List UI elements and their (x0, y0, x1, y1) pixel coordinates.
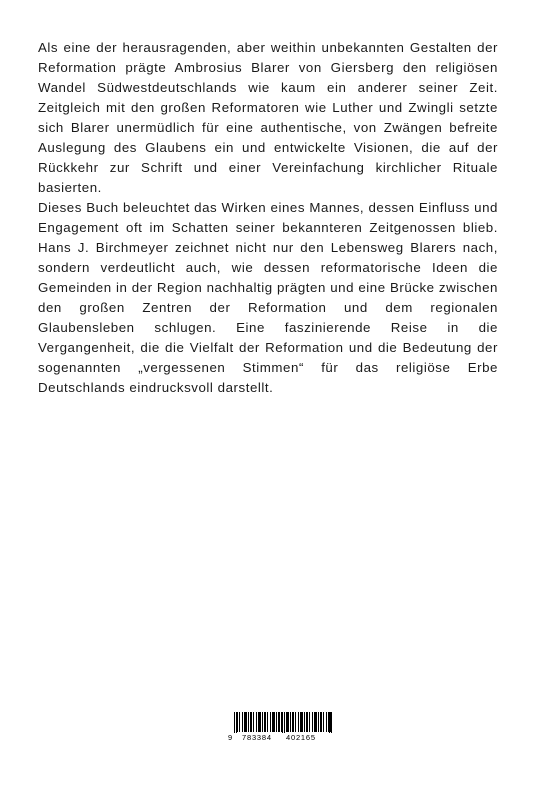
barcode-digits-left: 783384 (242, 733, 272, 742)
blurb-paragraph-2: Dieses Buch beleuchtet das Wirken eines Mannes, dessen Einfluss und Engagement oft im Schatten seiner bekannteren Zeitgenossen blieb. Hans J. Birchmeyer zeichnet nicht nur den Lebensweg Blarers nach, sondern verdeutlicht auch, wie dessen reformatorische Ideen die Gemeinden in der Region nachhaltig prägten und eine Brücke zwischen den großen Zentren der Reformation und dem regionalen Glaubensleben schlugen. Eine faszinierende Reise in die Vergangenheit, die die Vielfalt der Reformation und die Bedeutung der sogenannten „vergessenen Stimmen“ für das religiöse Erbe Deutschlands eindrucksvoll darstellt. (38, 200, 498, 395)
back-cover-blurb (38, 38, 498, 398)
isbn-barcode (228, 712, 334, 742)
barcode-bars (234, 712, 332, 732)
barcode-digit-first: 9 (228, 733, 233, 742)
barcode-digits (228, 733, 334, 743)
blurb-paragraph-1: Als eine der herausragenden, aber weithin unbekannten Gestalten der Reformation prägte Ambrosius Blarer von Giersberg den religiösen Wandel Südwestdeutschlands wie kaum ein anderer seiner Zeit. Zeitgleich mit den großen Reformatoren wie Luther und Zwingli setzte sich Blarer unermüdlich für eine authentische, von Zwängen befreite Auslegung des Glaubens ein und entwickelte Visionen, die auf der Rückkehr zur Schrift und einer Vereinfachung kirchlicher Rituale basierten. (38, 40, 498, 195)
barcode-digits-right: 402165 (286, 733, 316, 742)
